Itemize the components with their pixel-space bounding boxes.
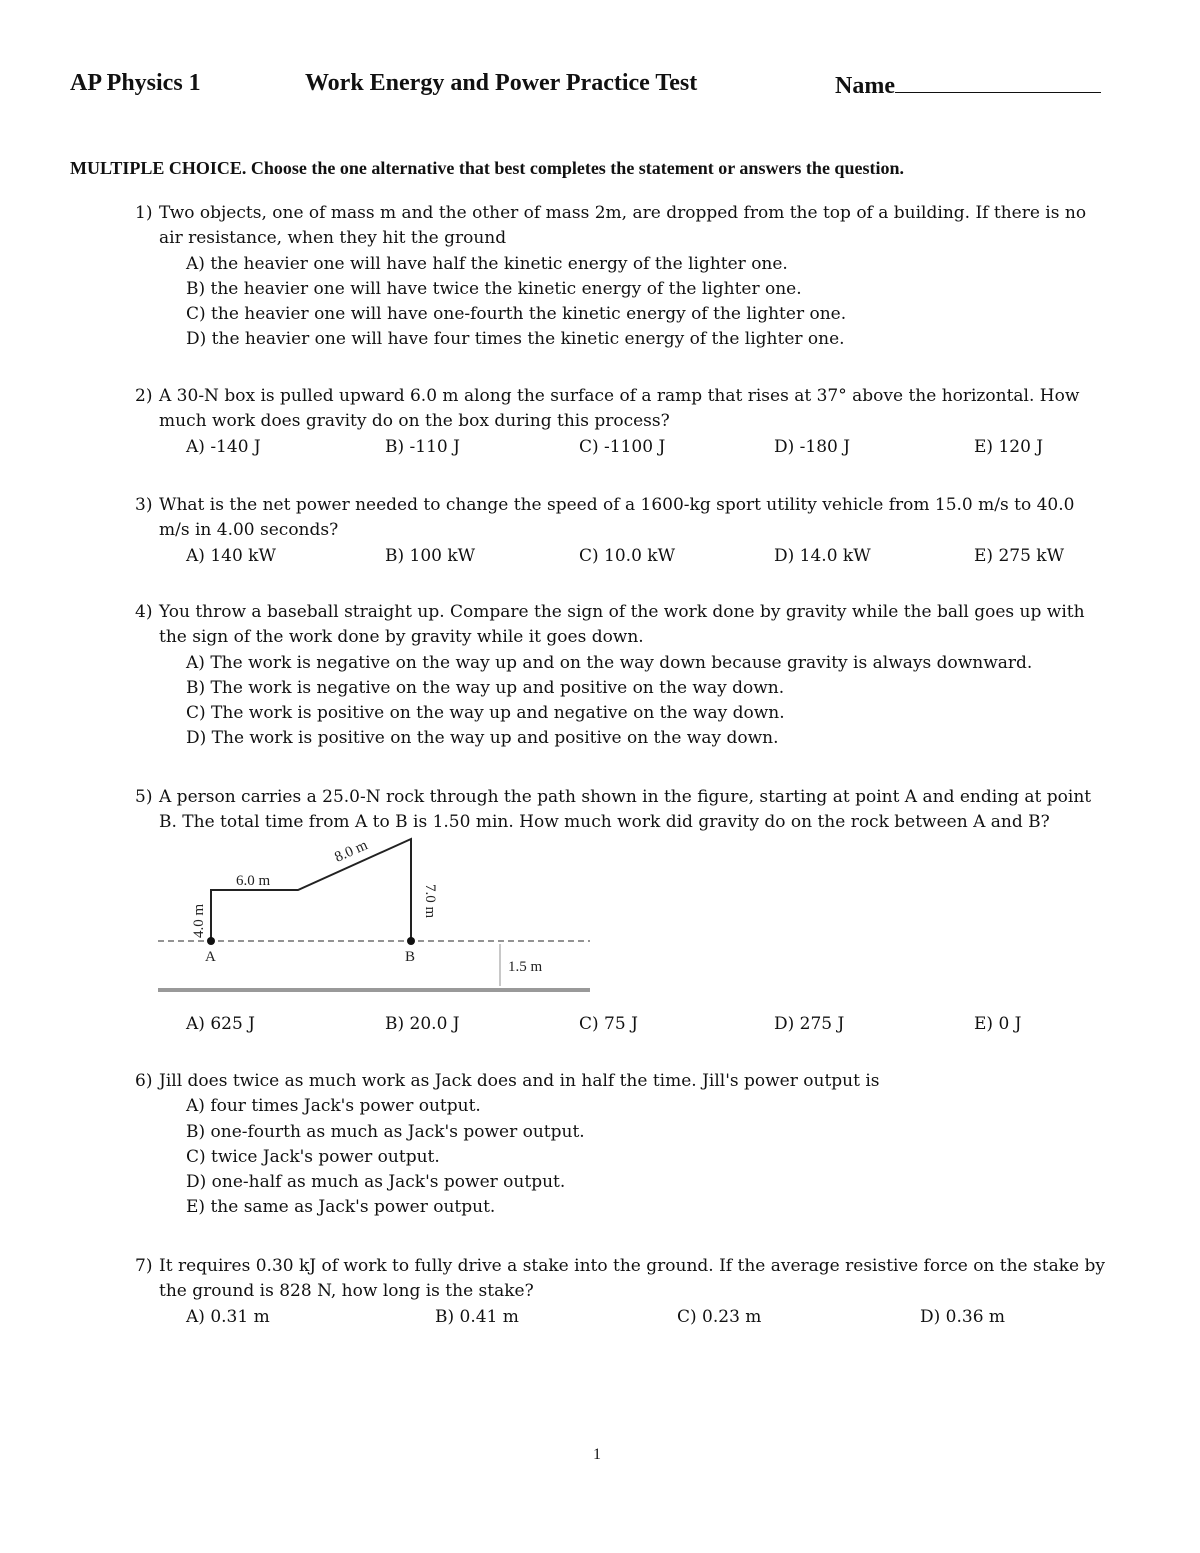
answer-option-d[interactable]: D) 275 J [774, 1014, 845, 1034]
answer-option-b[interactable]: B) The work is negative on the way up and positive on the way down. [186, 677, 785, 698]
answer-option-c[interactable]: C) 10.0 kW [579, 545, 676, 566]
question-stem-line: A 30-N box is pulled upward 6.0 m along the surface of a ramp that rises at 37° above the horizontal. How [159, 386, 1080, 406]
segment-label-6m: 6.0 m [236, 873, 271, 889]
answer-option-e[interactable]: E) the same as Jack's power output. [186, 1197, 496, 1218]
point-b-marker [407, 937, 415, 945]
answer-option-a[interactable]: A) 625 J [186, 1014, 255, 1034]
answer-option-b[interactable]: B) -110 J [385, 436, 460, 457]
answer-option-d[interactable]: D) 14.0 kW [774, 545, 871, 566]
answer-option-e[interactable]: E) 120 J [974, 436, 1044, 457]
answer-option-a[interactable]: A) The work is negative on the way up and on the way down because gravity is always downward. [186, 652, 1033, 673]
question-number: 5) [135, 787, 153, 807]
answer-option-d[interactable]: D) The work is positive on the way up and positive on the way down. [186, 728, 779, 749]
question-stem-line: Two objects, one of mass m and the other of mass 2m, are dropped from the top of a building. If there is no [159, 203, 1087, 223]
answer-option-a[interactable]: A) 0.31 m [186, 1306, 270, 1327]
question-2 [135, 384, 1079, 460]
answer-option-b[interactable]: B) one-fourth as much as Jack's power output. [186, 1121, 585, 1142]
question-stem-line: m/s in 4.00 seconds? [159, 520, 339, 541]
rock-path [211, 839, 411, 941]
question-number: 3) [135, 495, 153, 515]
question-1 [135, 201, 1086, 353]
answer-option-d[interactable]: D) -180 J [774, 436, 851, 457]
answer-option-a[interactable]: A) 140 kW [186, 545, 276, 566]
point-b-label: B [405, 949, 416, 965]
name-field[interactable] [835, 70, 1101, 100]
page-number: 1 [593, 1446, 601, 1463]
question-stem-line: B. The total time from A to B is 1.50 min. How much work did gravity do on the rock between A and B? [159, 812, 1050, 833]
answer-option-e[interactable]: E) 0 J [974, 1014, 1022, 1034]
question-stem-line: much work does gravity do on the box during this process? [159, 411, 670, 432]
question-stem-line: It requires 0.30 kJ of work to fully drive a stake into the ground. If the average resistive force on the stake by [159, 1256, 1105, 1276]
answer-option-c[interactable]: C) 75 J [579, 1014, 638, 1034]
segment-label-4m: 4.0 m [191, 903, 207, 938]
question-7 [135, 1254, 1105, 1330]
question-number: 1) [135, 203, 153, 223]
answer-option-d[interactable]: D) the heavier one will have four times the kinetic energy of the lighter one. [186, 329, 845, 350]
path-figure [158, 834, 590, 994]
answer-option-b[interactable]: B) 0.41 m [435, 1306, 519, 1327]
point-a-marker [207, 937, 215, 945]
answer-option-d[interactable]: D) 0.36 m [920, 1306, 1006, 1327]
answer-option-c[interactable]: C) the heavier one will have one-fourth the kinetic energy of the lighter one. [186, 304, 847, 325]
question-4 [135, 600, 1085, 752]
course-title: AP Physics 1 [70, 70, 201, 96]
answer-option-c[interactable]: C) -1100 J [579, 436, 666, 457]
answer-option-c[interactable]: C) 0.23 m [677, 1306, 762, 1327]
answer-option-c[interactable]: C) twice Jack's power output. [186, 1146, 440, 1167]
question-stem-line: A person carries a 25.0-N rock through the path shown in the figure, starting at point A and ending at point [159, 787, 1092, 807]
answer-option-a[interactable]: A) the heavier one will have half the kinetic energy of the lighter one. [186, 253, 788, 274]
segment-label-7m: 7.0 m [422, 884, 438, 919]
question-6 [135, 1069, 880, 1221]
name-label: Name [835, 73, 895, 99]
instructions: MULTIPLE CHOICE. Choose the one alternative that best completes the statement or answers the question. [70, 158, 904, 178]
answer-option-d[interactable]: D) one-half as much as Jack's power output. [186, 1172, 566, 1193]
height-label: 1.5 m [508, 959, 543, 975]
question-stem-line: the sign of the work done by gravity while it goes down. [159, 627, 644, 648]
name-blank-line [895, 70, 1101, 93]
answer-option-a[interactable]: A) -140 J [186, 436, 261, 457]
answer-option-b[interactable]: B) 100 kW [385, 545, 476, 566]
answer-option-e[interactable]: E) 275 kW [974, 545, 1065, 566]
answer-option-a[interactable]: A) four times Jack's power output. [186, 1096, 481, 1117]
question-stem-line: the ground is 828 N, how long is the stake? [159, 1281, 534, 1302]
question-number: 6) [135, 1071, 153, 1091]
test-title: Work Energy and Power Practice Test [305, 70, 698, 96]
question-stem-line: air resistance, when they hit the ground [159, 228, 507, 249]
question-stem-line: Jill does twice as much work as Jack does and in half the time. Jill's power output is [159, 1071, 880, 1091]
answer-option-c[interactable]: C) The work is positive on the way up and negative on the way down. [186, 703, 785, 724]
segment-label-8m: 8.0 m [332, 837, 371, 866]
answer-option-b[interactable]: B) the heavier one will have twice the kinetic energy of the lighter one. [186, 278, 802, 299]
point-a-label: A [205, 949, 216, 965]
question-3 [135, 493, 1074, 569]
question-stem-line: What is the net power needed to change the speed of a 1600-kg sport utility vehicle from 15.0 m/s to 40.0 [159, 495, 1075, 515]
question-number: 7) [135, 1256, 153, 1276]
question-number: 2) [135, 386, 153, 406]
question-5 [135, 785, 1091, 836]
question-number: 4) [135, 602, 153, 622]
answer-option-b[interactable]: B) 20.0 J [385, 1014, 460, 1034]
question-stem-line: You throw a baseball straight up. Compare the sign of the work done by gravity while the ball goes up with [159, 602, 1085, 622]
